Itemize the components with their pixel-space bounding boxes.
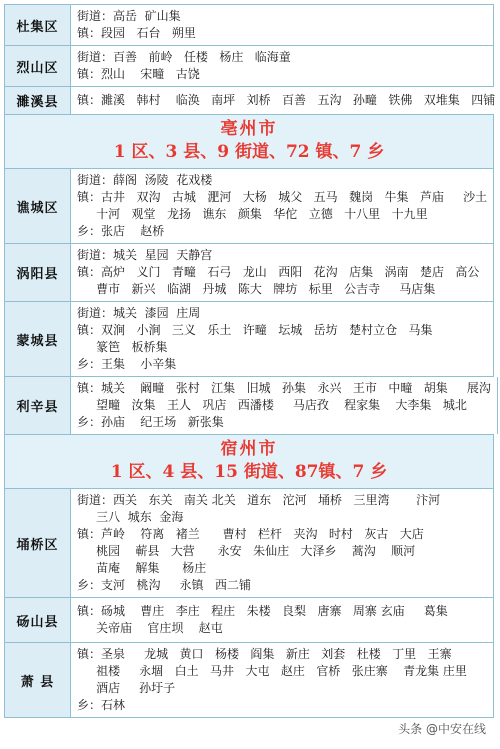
district-details: [71, 5, 494, 45]
district-name: 萧 县: [4, 643, 71, 717]
district-details: [71, 377, 498, 434]
district-details: [71, 489, 494, 597]
row-guoyang: [4, 244, 494, 302]
detail-line: 乡：支河 桃沟 永镇 西二铺: [77, 578, 251, 592]
detail-line: 镇：城关 阚疃 张村 江集 旧城 孙集 永兴 王市 中疃 胡集 展沟: [77, 381, 491, 395]
detail-line: 街道：高岳 矿山集: [77, 9, 181, 23]
detail-line: 街道：薛阁 汤陵 花戏楼: [77, 173, 213, 187]
city-summary: 1 区、3 县、9 街道、72 镇、7 乡: [113, 142, 385, 162]
detail-line: 街道：城关 星园 天静宫: [77, 248, 213, 262]
district-name: 蒙城县: [4, 302, 71, 376]
city-header-suzhou: [4, 435, 494, 489]
detail-line: 镇：古井 双沟 古城 淝河 大杨 城父 五马 魏岗 牛集 芦庙 沙土: [77, 190, 488, 204]
detail-line: 镇：高炉 义门 青疃 石弓 龙山 西阳 花沟 店集 涡南 楚店 高公: [77, 265, 480, 279]
detail-line: 酒店 孙圩子: [77, 681, 176, 695]
district-details: [71, 302, 494, 376]
detail-line: 镇：烈山 宋疃 古饶: [77, 67, 200, 81]
detail-line: 镇：圣泉 龙城 黄口 杨楼 阎集 新庄 刘套 杜楼 丁里 王寨: [77, 647, 452, 661]
district-name: 谯城区: [4, 169, 71, 243]
detail-line: 街道：百善 前岭 任楼 杨庄 临海童: [77, 50, 291, 64]
row-mengcheng: [4, 302, 494, 377]
detail-line: 镇：濉溪 韩村 临涣 南坪 刘桥 百善 五沟 孙疃 铁佛 双堆集 四铺: [77, 93, 496, 107]
district-details: [71, 598, 494, 642]
detail-line: 篆笆 板桥集: [77, 340, 168, 354]
detail-line: 曹市 新兴 临湖 丹城 陈大 牌坊 标里 公吉寺 马店集: [77, 282, 436, 296]
district-name: 濉溪县: [4, 87, 71, 114]
district-details: [71, 46, 494, 86]
detail-line: 乡：孙庙 纪王场 新张集: [77, 415, 224, 429]
watermark-text: 头条 @中安在线: [398, 722, 486, 736]
district-name: 烈山区: [4, 46, 71, 86]
city-header-bozhou: [4, 115, 494, 169]
detail-line: 乡：石林: [77, 698, 126, 712]
row-lixin: [4, 377, 494, 435]
row-dangshan: [4, 598, 494, 643]
district-name: 砀山县: [4, 598, 71, 642]
detail-line: 三八 城东 金海: [77, 510, 184, 524]
detail-line: 乡：王集 小辛集: [77, 357, 177, 371]
detail-line: 乡：张店 赵桥: [77, 224, 165, 238]
row-qiaocheng: [4, 169, 494, 244]
district-name: 利辛县: [4, 377, 71, 434]
detail-line: 望疃 汝集 王人 巩店 西潘楼 马店孜 程家集 大李集 城北: [77, 398, 467, 412]
detail-line: 十河 观堂 龙扬 谯东 颜集 华佗 立德 十八里 十九里: [77, 207, 428, 221]
detail-line: 镇：段园 石台 朔里: [77, 26, 196, 40]
row-yongqiao: [4, 489, 494, 598]
city-summary: 1 区、4 县、15 街道、87镇、7 乡: [110, 462, 388, 482]
detail-line: 镇：双涧 小涧 三义 乐土 许疃 坛城 岳坊 楚村立仓 马集: [77, 323, 433, 337]
detail-line: 祖楼 永堌 白土 马井 大屯 赵庄 官桥 张庄寨 青龙集 庄里: [77, 664, 467, 678]
admin-division-table: [4, 4, 494, 718]
district-details: [71, 87, 500, 114]
district-name: 杜集区: [4, 5, 71, 45]
district-name: 涡阳县: [4, 244, 71, 301]
detail-line: 街道：城关 漆园 庄周: [77, 306, 201, 320]
row-xiaoxian: [4, 643, 494, 718]
district-details: [71, 643, 494, 717]
city-title: 亳州市: [220, 119, 278, 139]
district-details: [71, 244, 494, 301]
row-suixi: [4, 87, 494, 115]
detail-line: 镇：芦岭 符离 褚兰 曹村 栏杆 夹沟 时村 灰古 大店: [77, 527, 424, 541]
detail-line: 桃园 蕲县 大营 永安 朱仙庄 大泽乡 蒿沟 顺河: [77, 544, 416, 558]
source-watermark: [398, 720, 486, 737]
detail-line: 关帝庙 官庄坝 赵屯: [77, 621, 223, 635]
city-title: 宿州市: [220, 439, 278, 459]
district-name: 埇桥区: [4, 489, 71, 597]
row-lieshan: [4, 46, 494, 87]
detail-line: 苗庵 解集 杨庄: [77, 561, 207, 575]
row-duji: [4, 4, 494, 46]
detail-line: 镇：砀城 曹庄 李庄 程庄 朱楼 良梨 唐寨 周寨 玄庙 葛集: [77, 604, 448, 618]
district-details: [71, 169, 494, 243]
detail-line: 街道：西关 东关 南关 北关 道东 沱河 埇桥 三里湾 汴河: [77, 493, 441, 507]
